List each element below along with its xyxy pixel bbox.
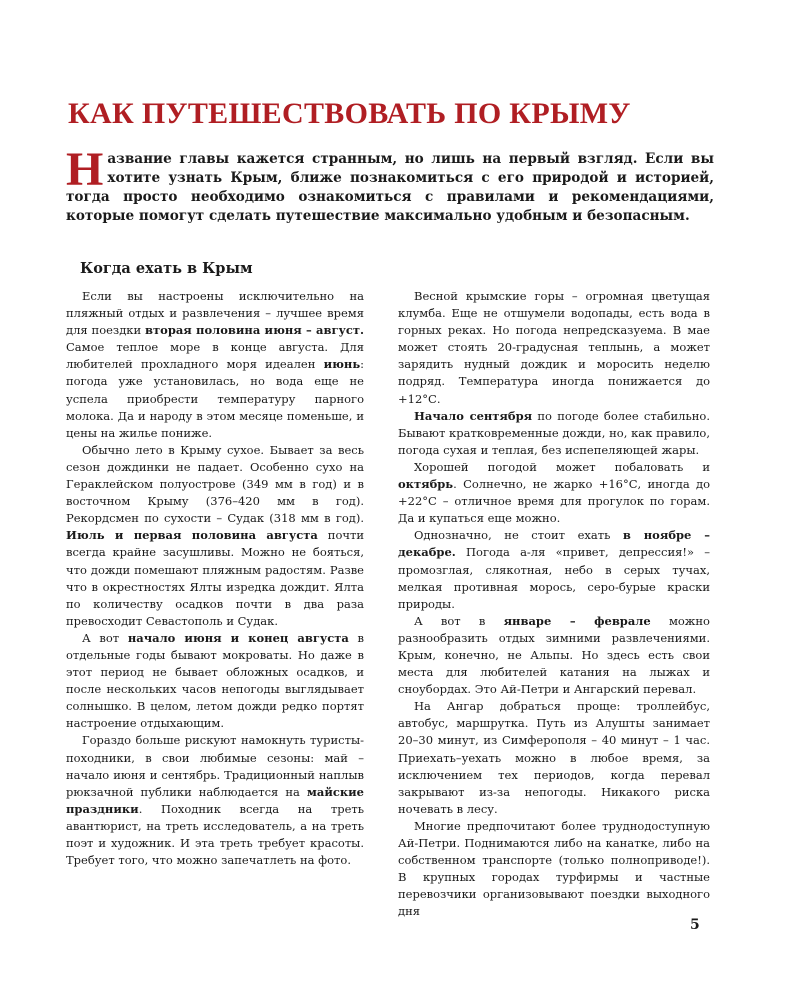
lead-text: азвание главы кажется странным, но лишь на первый взгляд. Если вы хотите узнать Крым, ближе познакомиться с его природой и историей, тогда просто необходимо ознакомиться с правилами и рекомендациями, которые помогут сделать путешествие максимально удобным и безопасным. (66, 151, 714, 224)
emphasis-text: вторая половина июня – август. (145, 323, 364, 338)
paragraph (66, 288, 364, 442)
body-text: Обычно лето в Крыму сухое. Бывает за весь сезон дождинки не падает. Особенно сухо на Гераклейском полуострове (349 мм в год) и в восточном Крыму (376–420 мм в год). Рекордсмен по сухости – Судак (318 мм в год). (66, 442, 364, 526)
paragraph (398, 527, 710, 612)
body-text: А вот в (414, 613, 504, 628)
body-text: А вот (82, 630, 128, 645)
body-text: На Ангар добраться проще: троллейбус, автобус, маршрутка. Путь из Алушты занимает 20–30 минут, из Симферополя – 40 минут – 1 час. Приехать–уехать можно в любое время, за исключением тех периодов, когда перевал закрывают из-за непогоды. Никакого риска ночевать в лесу. (398, 699, 710, 816)
body-text: Погода а-ля «привет, депрессия!» – промозглая, слякотная, небо в серых тучах, мелкая противная морось, серо-бурые краски природы. (398, 545, 710, 611)
body-text: по погоде более стабильно. Бывают кратковременные дожди, но, как правило, погода сухая и теплая, без испепеляющей жары. (398, 408, 710, 457)
body-text: можно разнообразить отдых зимними развлечениями. Крым, конечно, не Альпы. Но здесь есть свои места для любителей катания на лыжах и сноубордах. Это Ай-Петри и Ангарский перевал. (398, 613, 710, 697)
drop-cap: Н (66, 143, 104, 196)
emphasis-text: октябрь (398, 477, 454, 492)
emphasis-text: январе – феврале (503, 613, 651, 628)
body-text: Однозначно, не стоит ехать (414, 528, 623, 543)
section-heading: Когда ехать в Крым (80, 260, 253, 277)
emphasis-text: начало июня и конец августа (127, 630, 349, 645)
body-text: Гораздо больше рискуют намокнуть туристы-походники, в свои любимые сезоны: май – начало июня и сентябрь. Традиционный наплыв рюкзачной публики наблюдается на (66, 733, 364, 799)
paragraph (398, 408, 710, 459)
left-column (66, 288, 364, 869)
emphasis-text: Июль и первая половина августа (66, 528, 318, 543)
paragraph (66, 442, 364, 630)
emphasis-text: майские праздники (66, 784, 364, 816)
body-text: Если вы настроены исключительно на пляжный отдых и развлечения – лучшее время для поездки (66, 289, 364, 338)
lead-paragraph (66, 143, 714, 226)
body-text: . Походник всегда на треть авантюрист, на треть исследователь, а на треть поэт и художник. И эта треть требует красоты. Требует того, что можно запечатлеть на фото. (66, 801, 364, 868)
paragraph (398, 459, 710, 527)
paragraph (398, 698, 710, 818)
chapter-title: КАК ПУТЕШЕСТВОВАТЬ ПО КРЫМУ (68, 97, 631, 130)
emphasis-text: июнь (323, 357, 361, 372)
body-text: почти всегда крайне засушливы. Можно не бояться, что дожди помешают пляжным радостям. Разве что в окрестностях Ялты изредка дождит. Ялта по количеству осадков почти в два раза превосходит Севастополь и Судак. (66, 528, 365, 628)
body-text: Весной крымские горы – огромная цветущая клумба. Еще не отшумели водопады, есть вода в горных реках. Но погода непредсказуема. В мае может стоять 20-градусная теплынь, а может зарядить нудный дождик и моросить неделю подряд. Температура иногда понижается до +12°С. (398, 289, 710, 406)
body-text: . Солнечно, не жарко +16°С, иногда до +22°С – отличное время для прогулок по горам. Да и купаться еще можно. (398, 477, 710, 526)
page-number: 5 (690, 917, 700, 933)
body-text: Самое теплое море в конце августа. Для любителей прохладного моря идеален (66, 340, 364, 372)
paragraph (398, 818, 710, 921)
paragraph (398, 613, 710, 698)
body-text: : погода уже установилась, но вода еще не успела приобрести температуру парного молока. Да и народу в этом месяце поменьше, и цены на жилье пониже. (66, 357, 364, 440)
emphasis-text: в ноябре – декабре. (398, 528, 710, 560)
body-text: в отдельные годы бывают мокроваты. Но даже в этот период не бывает обложных осадков, и после нескольких часов непогоды выглядывает солнышко. В целом, летом дожди редко портят настроение отдыхающим. (66, 630, 364, 731)
paragraph (66, 732, 364, 869)
paragraph (398, 288, 710, 408)
body-text: Многие предпочитают более труднодоступную Ай-Петри. Поднимаются либо на канатке, либо на собственном транспорте (только полноприводе!). В крупных городах турфирмы и частные перевозчики организовывают поездки выходного дня (398, 818, 710, 919)
paragraph (66, 630, 364, 733)
body-text: Хорошей погодой может побаловать и (414, 459, 710, 474)
right-column (398, 288, 710, 920)
emphasis-text: Начало сентября (414, 408, 533, 423)
